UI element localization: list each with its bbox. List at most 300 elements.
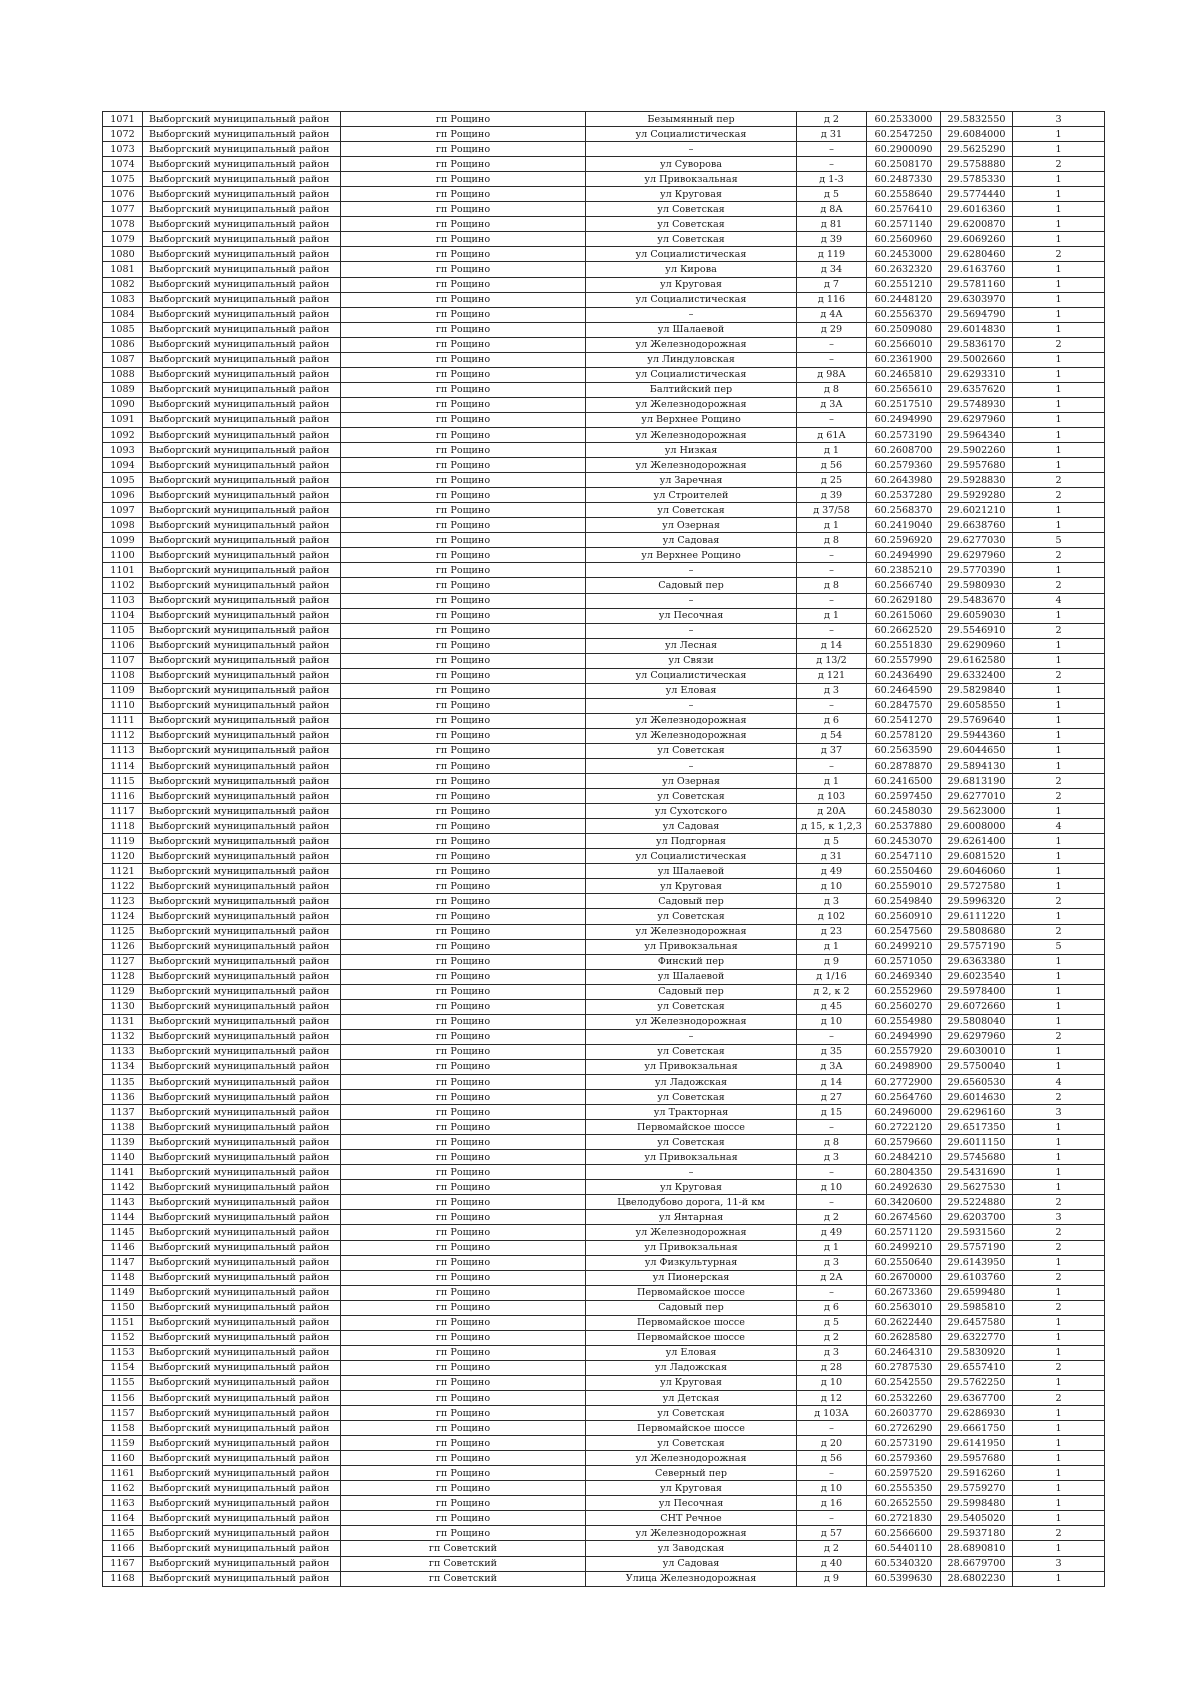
longitude-cell: 29.5808040 [941,1014,1013,1029]
longitude-cell: 29.6163760 [941,262,1013,277]
longitude-cell: 29.6357620 [941,382,1013,397]
row-number: 1155 [103,1375,143,1390]
latitude-cell: 60.2448120 [867,292,941,307]
count-cell: 1 [1013,954,1105,969]
district-cell: Выборгский муниципальный район [143,1120,341,1135]
settlement-cell: гп Рощино [341,563,586,578]
street-cell: Улица Железнодорожная [586,1571,797,1586]
street-cell: ул Привокзальная [586,172,797,187]
settlement-cell: гп Рощино [341,1270,586,1285]
street-cell: ул Советская [586,743,797,758]
table-row [103,1225,1105,1240]
row-number: 1157 [103,1406,143,1421]
row-number: 1166 [103,1541,143,1556]
count-cell: 1 [1013,382,1105,397]
longitude-cell: 29.5762250 [941,1375,1013,1390]
street-cell: ул Советская [586,999,797,1014]
count-cell: 1 [1013,759,1105,774]
latitude-cell: 60.2673360 [867,1285,941,1300]
count-cell: 2 [1013,1390,1105,1405]
street-cell: ул Шалаевой [586,322,797,337]
street-cell: ул Социалистическая [586,127,797,142]
row-number: 1154 [103,1360,143,1375]
table-row [103,322,1105,337]
count-cell: 1 [1013,187,1105,202]
table-row [103,683,1105,698]
row-number: 1161 [103,1466,143,1481]
district-cell: Выборгский муниципальный район [143,172,341,187]
street-cell: ул Круговая [586,187,797,202]
row-number: 1128 [103,969,143,984]
latitude-cell: 60.2494990 [867,548,941,563]
longitude-cell: 29.6030010 [941,1044,1013,1059]
count-cell: 1 [1013,217,1105,232]
latitude-cell: 60.2549840 [867,894,941,909]
settlement-cell: гп Рощино [341,367,586,382]
latitude-cell: 60.2643980 [867,473,941,488]
house-cell: д 81 [797,217,867,232]
settlement-cell: гп Рощино [341,172,586,187]
settlement-cell: гп Рощино [341,698,586,713]
house-cell: д 3 [797,1255,867,1270]
street-cell: – [586,307,797,322]
district-cell: Выборгский муниципальный район [143,1014,341,1029]
street-cell: ул Железнодорожная [586,1225,797,1240]
count-cell: 3 [1013,112,1105,127]
house-cell: д 3А [797,397,867,412]
district-cell: Выборгский муниципальный район [143,443,341,458]
longitude-cell: 29.5002660 [941,352,1013,367]
count-cell: 1 [1013,1436,1105,1451]
table-row [103,1240,1105,1255]
settlement-cell: гп Рощино [341,112,586,127]
settlement-cell: гп Рощино [341,804,586,819]
count-cell: 3 [1013,1210,1105,1225]
settlement-cell: гп Рощино [341,412,586,427]
table-row [103,1345,1105,1360]
row-number: 1126 [103,939,143,954]
district-cell: Выборгский муниципальный район [143,1180,341,1195]
settlement-cell: гп Рощино [341,337,586,352]
count-cell: 1 [1013,1406,1105,1421]
street-cell: Первомайское шоссе [586,1315,797,1330]
house-cell: д 34 [797,262,867,277]
street-cell: Садовый пер [586,1300,797,1315]
count-cell: 1 [1013,202,1105,217]
street-cell: Безымянный пер [586,112,797,127]
house-cell: д 20 [797,1436,867,1451]
district-cell: Выборгский муниципальный район [143,1105,341,1120]
district-cell: Выборгский муниципальный район [143,427,341,442]
district-cell: Выборгский муниципальный район [143,112,341,127]
row-number: 1115 [103,774,143,789]
street-cell: ул Физкультурная [586,1255,797,1270]
street-cell: ул Песочная [586,608,797,623]
latitude-cell: 60.2565610 [867,382,941,397]
latitude-cell: 60.2547250 [867,127,941,142]
latitude-cell: 60.2542550 [867,1375,941,1390]
count-cell: 1 [1013,608,1105,623]
settlement-cell: гп Рощино [341,548,586,563]
district-cell: Выборгский муниципальный район [143,307,341,322]
longitude-cell: 29.6023540 [941,969,1013,984]
latitude-cell: 60.2652550 [867,1496,941,1511]
district-cell: Выборгский муниципальный район [143,593,341,608]
row-number: 1098 [103,518,143,533]
settlement-cell: гп Советский [341,1541,586,1556]
street-cell: – [586,593,797,608]
count-cell: 1 [1013,1421,1105,1436]
latitude-cell: 60.2571140 [867,217,941,232]
table-row [103,563,1105,578]
settlement-cell: гп Рощино [341,232,586,247]
street-cell: СНТ Речное [586,1511,797,1526]
settlement-cell: гп Рощино [341,759,586,774]
house-cell: д 7 [797,277,867,292]
district-cell: Выборгский муниципальный район [143,864,341,879]
table-row [103,1421,1105,1436]
table-row [103,668,1105,683]
table-row [103,1270,1105,1285]
longitude-cell: 29.6008000 [941,819,1013,834]
count-cell: 1 [1013,1285,1105,1300]
district-cell: Выборгский муниципальный район [143,142,341,157]
row-number: 1090 [103,397,143,412]
house-cell: д 8А [797,202,867,217]
table-row [103,307,1105,322]
count-cell: 2 [1013,548,1105,563]
settlement-cell: гп Рощино [341,1059,586,1074]
latitude-cell: 60.2670000 [867,1270,941,1285]
latitude-cell: 60.2550640 [867,1255,941,1270]
table-row [103,533,1105,548]
house-cell: – [797,563,867,578]
longitude-cell: 29.6661750 [941,1421,1013,1436]
row-number: 1081 [103,262,143,277]
latitude-cell: 60.2554980 [867,1014,941,1029]
district-cell: Выборгский муниципальный район [143,1285,341,1300]
count-cell: 1 [1013,849,1105,864]
table-row [103,518,1105,533]
settlement-cell: гп Рощино [341,819,586,834]
row-number: 1089 [103,382,143,397]
street-cell: – [586,623,797,638]
table-row [103,1044,1105,1059]
street-cell: ул Шалаевой [586,969,797,984]
street-cell: ул Пионерская [586,1270,797,1285]
row-number: 1101 [103,563,143,578]
count-cell: 1 [1013,458,1105,473]
count-cell: 2 [1013,1029,1105,1044]
row-number: 1117 [103,804,143,819]
house-cell: д 20А [797,804,867,819]
count-cell: 1 [1013,1150,1105,1165]
settlement-cell: гп Рощино [341,1195,586,1210]
longitude-cell: 29.6286930 [941,1406,1013,1421]
settlement-cell: гп Рощино [341,1345,586,1360]
latitude-cell: 60.2458030 [867,804,941,819]
table-row [103,1511,1105,1526]
row-number: 1130 [103,999,143,1014]
row-number: 1160 [103,1451,143,1466]
row-number: 1074 [103,157,143,172]
settlement-cell: гп Рощино [341,1451,586,1466]
house-cell: д 5 [797,1315,867,1330]
longitude-cell: 29.5785330 [941,172,1013,187]
latitude-cell: 60.2416500 [867,774,941,789]
row-number: 1108 [103,668,143,683]
latitude-cell: 60.5399630 [867,1571,941,1586]
latitude-cell: 60.2576410 [867,202,941,217]
street-cell: ул Советская [586,1135,797,1150]
street-cell: ул Янтарная [586,1210,797,1225]
table-row [103,713,1105,728]
count-cell: 1 [1013,1165,1105,1180]
table-row [103,1496,1105,1511]
count-cell: 1 [1013,262,1105,277]
district-cell: Выборгский муниципальный район [143,1255,341,1270]
latitude-cell: 60.2628580 [867,1330,941,1345]
count-cell: 1 [1013,1541,1105,1556]
street-cell: ул Железнодорожная [586,397,797,412]
district-cell: Выборгский муниципальный район [143,909,341,924]
longitude-cell: 29.6297960 [941,1029,1013,1044]
settlement-cell: гп Рощино [341,728,586,743]
longitude-cell: 29.6021210 [941,503,1013,518]
street-cell: – [586,563,797,578]
house-cell: д 10 [797,1375,867,1390]
settlement-cell: гп Рощино [341,1436,586,1451]
street-cell: ул Советская [586,217,797,232]
district-cell: Выборгский муниципальный район [143,683,341,698]
row-number: 1106 [103,638,143,653]
street-cell: ул Привокзальная [586,1240,797,1255]
table-row [103,1571,1105,1586]
longitude-cell: 29.5224880 [941,1195,1013,1210]
settlement-cell: гп Рощино [341,834,586,849]
street-cell: ул Железнодорожная [586,713,797,728]
settlement-cell: гп Рощино [341,864,586,879]
longitude-cell: 29.6046060 [941,864,1013,879]
row-number: 1119 [103,834,143,849]
street-cell: ул Советская [586,1044,797,1059]
latitude-cell: 60.2556370 [867,307,941,322]
street-cell: ул Песочная [586,1496,797,1511]
row-number: 1077 [103,202,143,217]
table-row [103,292,1105,307]
latitude-cell: 60.2579360 [867,1451,941,1466]
count-cell: 1 [1013,443,1105,458]
row-number: 1137 [103,1105,143,1120]
latitude-cell: 60.2532260 [867,1390,941,1405]
house-cell: – [797,1120,867,1135]
longitude-cell: 29.5830920 [941,1345,1013,1360]
row-number: 1111 [103,713,143,728]
longitude-cell: 29.6277030 [941,533,1013,548]
table-row [103,1436,1105,1451]
table-row [103,1360,1105,1375]
count-cell: 1 [1013,397,1105,412]
district-cell: Выборгский муниципальный район [143,1571,341,1586]
latitude-cell: 60.2551210 [867,277,941,292]
street-cell: ул Заречная [586,473,797,488]
longitude-cell: 29.6517350 [941,1120,1013,1135]
house-cell: д 27 [797,1090,867,1105]
longitude-cell: 29.6014830 [941,322,1013,337]
district-cell: Выборгский муниципальный район [143,999,341,1014]
count-cell: 1 [1013,307,1105,322]
table-row [103,548,1105,563]
count-cell: 2 [1013,488,1105,503]
settlement-cell: гп Рощино [341,578,586,593]
count-cell: 1 [1013,1511,1105,1526]
street-cell: ул Тракторная [586,1105,797,1120]
row-number: 1135 [103,1075,143,1090]
longitude-cell: 29.6014630 [941,1090,1013,1105]
count-cell: 1 [1013,698,1105,713]
row-number: 1118 [103,819,143,834]
longitude-cell: 29.6016360 [941,202,1013,217]
street-cell: ул Железнодорожная [586,728,797,743]
house-cell: д 56 [797,458,867,473]
district-cell: Выборгский муниципальный район [143,1165,341,1180]
street-cell: ул Железнодорожная [586,337,797,352]
settlement-cell: гп Рощино [341,1210,586,1225]
row-number: 1109 [103,683,143,698]
latitude-cell: 60.2494990 [867,412,941,427]
settlement-cell: гп Рощино [341,187,586,202]
settlement-cell: гп Рощино [341,488,586,503]
district-cell: Выборгский муниципальный район [143,1466,341,1481]
row-number: 1082 [103,277,143,292]
row-number: 1076 [103,187,143,202]
district-cell: Выборгский муниципальный район [143,1029,341,1044]
latitude-cell: 60.2787530 [867,1360,941,1375]
row-number: 1141 [103,1165,143,1180]
settlement-cell: гп Рощино [341,1496,586,1511]
house-cell: – [797,1165,867,1180]
district-cell: Выборгский муниципальный район [143,578,341,593]
row-number: 1133 [103,1044,143,1059]
longitude-cell: 29.6084000 [941,127,1013,142]
latitude-cell: 60.2559010 [867,879,941,894]
street-cell: ул Советская [586,1436,797,1451]
house-cell: д 1-3 [797,172,867,187]
longitude-cell: 29.6141950 [941,1436,1013,1451]
latitude-cell: 60.2615060 [867,608,941,623]
longitude-cell: 29.6296160 [941,1105,1013,1120]
row-number: 1084 [103,307,143,322]
district-cell: Выборгский муниципальный район [143,1496,341,1511]
count-cell: 1 [1013,969,1105,984]
row-number: 1131 [103,1014,143,1029]
district-cell: Выборгский муниципальный район [143,759,341,774]
longitude-cell: 29.5750040 [941,1059,1013,1074]
count-cell: 1 [1013,1135,1105,1150]
count-cell: 1 [1013,984,1105,999]
settlement-cell: гп Рощино [341,217,586,232]
latitude-cell: 60.2465810 [867,367,941,382]
table-row [103,984,1105,999]
latitude-cell: 60.2632320 [867,262,941,277]
latitude-cell: 60.2464310 [867,1345,941,1360]
longitude-cell: 29.5929280 [941,488,1013,503]
longitude-cell: 29.6363380 [941,954,1013,969]
street-cell: Северный пер [586,1466,797,1481]
table-row [103,1135,1105,1150]
table-row [103,924,1105,939]
row-number: 1150 [103,1300,143,1315]
district-cell: Выборгский муниципальный район [143,292,341,307]
table-row [103,1210,1105,1225]
count-cell: 2 [1013,1195,1105,1210]
district-cell: Выборгский муниципальный район [143,382,341,397]
row-number: 1079 [103,232,143,247]
count-cell: 1 [1013,127,1105,142]
settlement-cell: гп Рощино [341,1105,586,1120]
settlement-cell: гп Рощино [341,954,586,969]
house-cell: – [797,1285,867,1300]
district-cell: Выборгский муниципальный район [143,367,341,382]
row-number: 1072 [103,127,143,142]
latitude-cell: 60.2579660 [867,1135,941,1150]
house-cell: – [797,157,867,172]
latitude-cell: 60.2385210 [867,563,941,578]
longitude-cell: 29.6290960 [941,638,1013,653]
district-cell: Выборгский муниципальный район [143,473,341,488]
longitude-cell: 28.6679700 [941,1556,1013,1571]
latitude-cell: 60.2484210 [867,1150,941,1165]
longitude-cell: 29.5759270 [941,1481,1013,1496]
row-number: 1134 [103,1059,143,1074]
latitude-cell: 60.2557920 [867,1044,941,1059]
street-cell: Садовый пер [586,578,797,593]
table-row [103,879,1105,894]
district-cell: Выборгский муниципальный район [143,412,341,427]
district-cell: Выборгский муниципальный район [143,879,341,894]
house-cell: – [797,337,867,352]
count-cell: 2 [1013,894,1105,909]
street-cell: Садовый пер [586,984,797,999]
table-row [103,578,1105,593]
latitude-cell: 60.2419040 [867,518,941,533]
district-cell: Выборгский муниципальный район [143,1225,341,1240]
longitude-cell: 29.6111220 [941,909,1013,924]
street-cell: – [586,142,797,157]
district-cell: Выборгский муниципальный район [143,1210,341,1225]
settlement-cell: гп Рощино [341,623,586,638]
longitude-cell: 29.6303970 [941,292,1013,307]
row-number: 1075 [103,172,143,187]
longitude-cell: 29.5985810 [941,1300,1013,1315]
house-cell: д 61А [797,427,867,442]
count-cell: 1 [1013,322,1105,337]
latitude-cell: 60.2558640 [867,187,941,202]
count-cell: 1 [1013,1059,1105,1074]
settlement-cell: гп Рощино [341,789,586,804]
street-cell: ул Верхнее Рощино [586,412,797,427]
settlement-cell: гп Рощино [341,593,586,608]
house-cell: д 1 [797,443,867,458]
count-cell: 1 [1013,1375,1105,1390]
district-cell: Выборгский муниципальный район [143,1270,341,1285]
house-cell: д 37/58 [797,503,867,518]
table-row [103,608,1105,623]
row-number: 1122 [103,879,143,894]
count-cell: 3 [1013,1556,1105,1571]
count-cell: 1 [1013,518,1105,533]
table-row [103,759,1105,774]
